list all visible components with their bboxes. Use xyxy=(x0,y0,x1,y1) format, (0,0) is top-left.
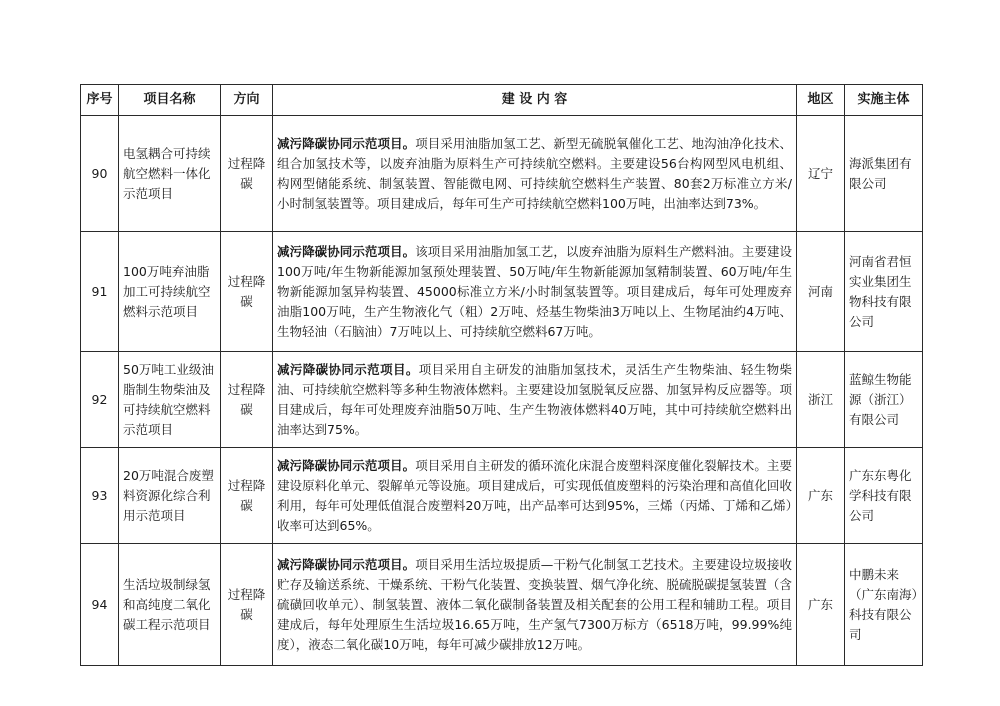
row-num: 92 xyxy=(81,352,119,448)
table-row xyxy=(81,116,923,232)
header-content: 建 设 内 容 xyxy=(273,85,797,116)
header-direction: 方向 xyxy=(221,85,273,116)
row-region: 浙江 xyxy=(797,352,845,448)
row-org: 河南省君恒实业集团生物科技有限公司 xyxy=(845,232,923,352)
table-row xyxy=(81,232,923,352)
row-content-lead: 减污降碳协同示范项目。 xyxy=(277,361,419,377)
row-content-text: 项目采用自主研发的油脂加氢技术，灵活生产生物柴油、轻生物柴油、可持续航空燃料等多种生物液体燃料。主要建设加氢脱氧反应器、加氢异构反应器等。项目建成后，每年可处理废弃油脂50万吨、生产生物液体燃料40万吨，其中可持续航空燃料出油率达到75%。 xyxy=(277,361,792,437)
row-direction: 过程降碳 xyxy=(221,352,273,448)
project-table xyxy=(80,84,923,666)
row-content-text: 该项目采用油脂加氢工艺，以废弃油脂为原料生产燃料油。主要建设100万吨/年生物新能源加氢预处理装置、50万吨/年生物新能源加氢精制装置、60万吨/年生物新能源加氢异构装置、45000标准立方米/小时制氢装置等。项目建成后，每年可处理废弃油脂100万吨，生产生物液化气（粗）2万吨、烃基生物柴油3万吨以上、生物尾油约4万吨、生物轻油（石脑油）7万吨以上、可持续航空燃料67万吨。 xyxy=(277,243,792,339)
row-project-name: 生活垃圾制绿氢和高纯度二氧化碳工程示范项目 xyxy=(119,544,221,666)
row-content xyxy=(273,544,797,666)
row-content xyxy=(273,116,797,232)
row-region: 广东 xyxy=(797,448,845,544)
row-content xyxy=(273,232,797,352)
header-region: 地区 xyxy=(797,85,845,116)
row-content xyxy=(273,448,797,544)
row-project-name: 100万吨弃油脂加工可持续航空燃料示范项目 xyxy=(119,232,221,352)
header-org: 实施主体 xyxy=(845,85,923,116)
header-name: 项目名称 xyxy=(119,85,221,116)
row-region: 广东 xyxy=(797,544,845,666)
row-num: 90 xyxy=(81,116,119,232)
row-direction: 过程降碳 xyxy=(221,448,273,544)
row-content-lead: 减污降碳协同示范项目。 xyxy=(277,457,416,473)
row-project-name: 电氢耦合可持续航空燃料一体化示范项目 xyxy=(119,116,221,232)
table-row xyxy=(81,352,923,448)
row-project-name: 20万吨混合废塑料资源化综合利用示范项目 xyxy=(119,448,221,544)
row-content-lead: 减污降碳协同示范项目。 xyxy=(277,556,416,572)
row-content xyxy=(273,352,797,448)
table-row xyxy=(81,544,923,666)
row-org: 广东东粤化学科技有限公司 xyxy=(845,448,923,544)
row-project-name: 50万吨工业级油脂制生物柴油及可持续航空燃料示范项目 xyxy=(119,352,221,448)
row-content-lead: 减污降碳协同示范项目。 xyxy=(277,135,416,151)
row-content-text: 项目采用油脂加氢工艺、新型无硫脱氧催化工艺、地沟油净化技术、组合加氢技术等，以废弃油脂为原料生产可持续航空燃料。主要建设56台构网型风电机组、构网型储能系统、制氢装置、智能微电网、可持续航空燃料生产装置、80套2万标准立方米/小时制氢装置等。项目建成后，每年可生产可持续航空燃料100万吨，出油率达到73%。 xyxy=(277,135,792,211)
row-direction: 过程降碳 xyxy=(221,544,273,666)
table-row xyxy=(81,448,923,544)
row-org: 蓝鲸生物能源（浙江）有限公司 xyxy=(845,352,923,448)
row-num: 93 xyxy=(81,448,119,544)
row-content-text: 项目采用生活垃圾提质—干粉气化制氢工艺技术。主要建设垃圾接收贮存及输送系统、干燥系统、干粉气化装置、变换装置、烟气净化统、脱硫脱碳提氢装置（含硫磺回收单元）、制氢装置、液体二氧化碳制备装置及相关配套的公用工程和辅助工程。项目建成后，每年处理原生生活垃圾16.65万吨，生产氢气7300万标方（6518万吨，99.99%纯度），液态二氧化碳10万吨，每年可减少碳排放12万吨。 xyxy=(277,556,792,652)
row-direction: 过程降碳 xyxy=(221,232,273,352)
row-region: 辽宁 xyxy=(797,116,845,232)
row-region: 河南 xyxy=(797,232,845,352)
row-direction: 过程降碳 xyxy=(221,116,273,232)
table-header-row xyxy=(81,85,923,116)
row-org: 海派集团有限公司 xyxy=(845,116,923,232)
row-content-lead: 减污降碳协同示范项目。 xyxy=(277,243,416,259)
row-num: 91 xyxy=(81,232,119,352)
row-content-text: 项目采用自主研发的循环流化床混合废塑料深度催化裂解技术。主要建设原料化单元、裂解单元等设施。项目建成后，可实现低值废塑料的污染治理和高值化回收利用，每年可处理低值混合废塑料20万吨，出产品率可达到95%，三烯（丙烯、丁烯和乙烯）收率可达到65%。 xyxy=(277,457,792,533)
row-num: 94 xyxy=(81,544,119,666)
row-org: 中鹏未来（广东南海）科技有限公司 xyxy=(845,544,923,666)
header-num: 序号 xyxy=(81,85,119,116)
